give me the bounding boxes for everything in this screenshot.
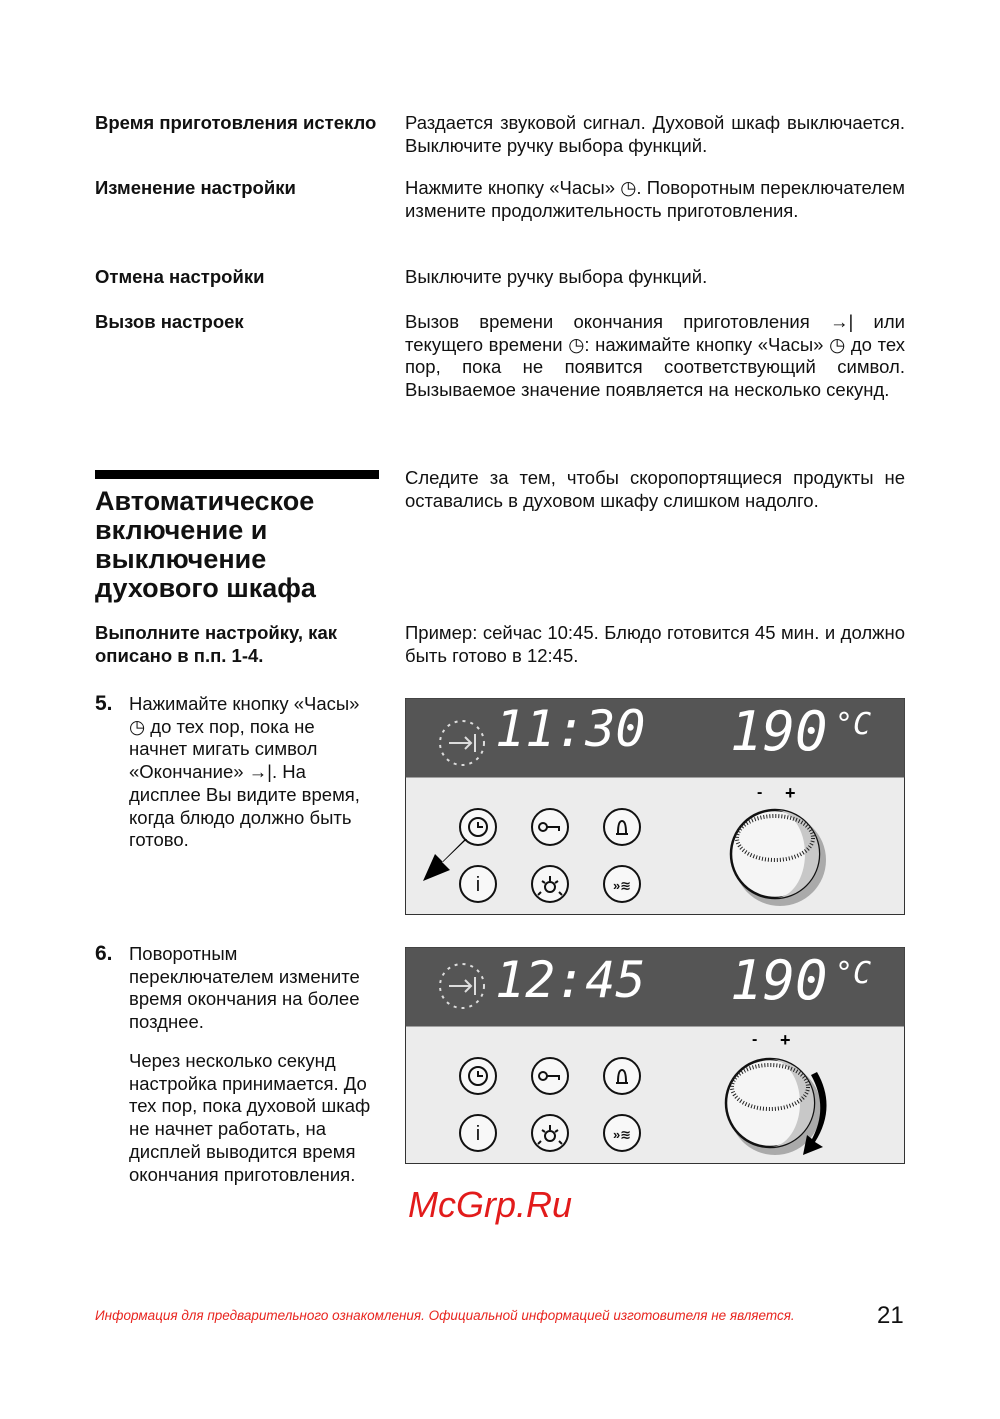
display-temperature: 190 (730, 949, 828, 1012)
footer-disclaimer: Информация для предварительного ознакомления. Официальной информацией изготовителя не является. (95, 1308, 795, 1323)
row-text-change-setting: Нажмите кнопку «Часы» ◷. Поворотным переключателем измените продолжительность приготовления. (405, 177, 905, 221)
row-label-time-expired: Время приготовления истекло (95, 112, 377, 133)
timer-bell-button[interactable] (604, 1058, 640, 1094)
knob-plus: + (785, 783, 796, 803)
knob-minus: - (752, 1031, 758, 1048)
row-text-cancel-setting: Выключите ручку выбора функций. (405, 266, 708, 287)
step-text: Нажимайте кнопку «Часы» ◷ до тех пор, пока не начнет мигать символ «Окончание» →|. На дисплее Вы видите время, когда блюдо должно быть готово. (129, 693, 360, 851)
rapid-heat-icon: »≋ (612, 1127, 632, 1142)
row-label-recall-settings: Вызов настроек (95, 311, 244, 332)
row-label-change-setting: Изменение настройки (95, 177, 296, 198)
display-unit: °C (835, 707, 872, 742)
row-label-cancel-setting: Отмена настройки (95, 266, 265, 287)
info-icon: i (475, 874, 481, 896)
prerequisite: Выполните настройку, как описано в п.п. 1-4. (95, 622, 337, 666)
display-time: 11:30 (495, 700, 646, 758)
display-temperature: 190 (730, 700, 828, 763)
watermark: McGrp.Ru (408, 1184, 573, 1225)
display-time: 12:45 (495, 951, 646, 1009)
knob-minus: - (757, 784, 763, 801)
example-text: Пример: сейчас 10:45. Блюдо готовится 45 мин. и должно быть готово в 12:45. (405, 622, 905, 666)
knob-plus: + (780, 1030, 791, 1050)
step-5 (95, 693, 385, 883)
section-note: Следите за тем, чтобы скоропортящиеся продукты не оставались в духовом шкафу слишком надолго. (405, 467, 905, 511)
display (406, 948, 905, 1027)
light-button[interactable] (532, 866, 568, 902)
light-button[interactable] (532, 1115, 568, 1151)
page-number: 21 (877, 1302, 904, 1329)
section-title: Автоматическое включение и выключение духового шкафа (95, 486, 316, 603)
row-text-recall-settings: Вызов времени окончания приготовления →| или текущего времени ◷: нажимайте кнопку «Часы» ◷ до тех пор, пока не появится соответствующий символ. Вызываемое значение появляется на несколько секунд. (405, 311, 905, 401)
info-icon: i (475, 1123, 481, 1145)
display-unit: °C (835, 956, 872, 991)
oven-panel-2 (405, 947, 905, 1165)
section-rule (95, 470, 379, 479)
step-6 (95, 943, 385, 1243)
step-text: Поворотным переключателем измените время окончания на более позднее. (129, 943, 360, 1033)
step-number: 6. (95, 942, 113, 965)
rapid-heat-icon: »≋ (612, 878, 632, 893)
timer-bell-button[interactable] (604, 809, 640, 845)
display (406, 699, 905, 778)
step-number: 5. (95, 692, 113, 715)
oven-panel-1 (405, 698, 905, 916)
row-text-time-expired: Раздается звуковой сигнал. Духовой шкаф выключается. Выключите ручку выбора функций. (405, 112, 905, 156)
step-text-2: Через несколько секунд настройка принимается. До тех пор, пока духовой шкаф не начнет работать, на дисплей выводится время окончания приготовления. (129, 1050, 371, 1185)
